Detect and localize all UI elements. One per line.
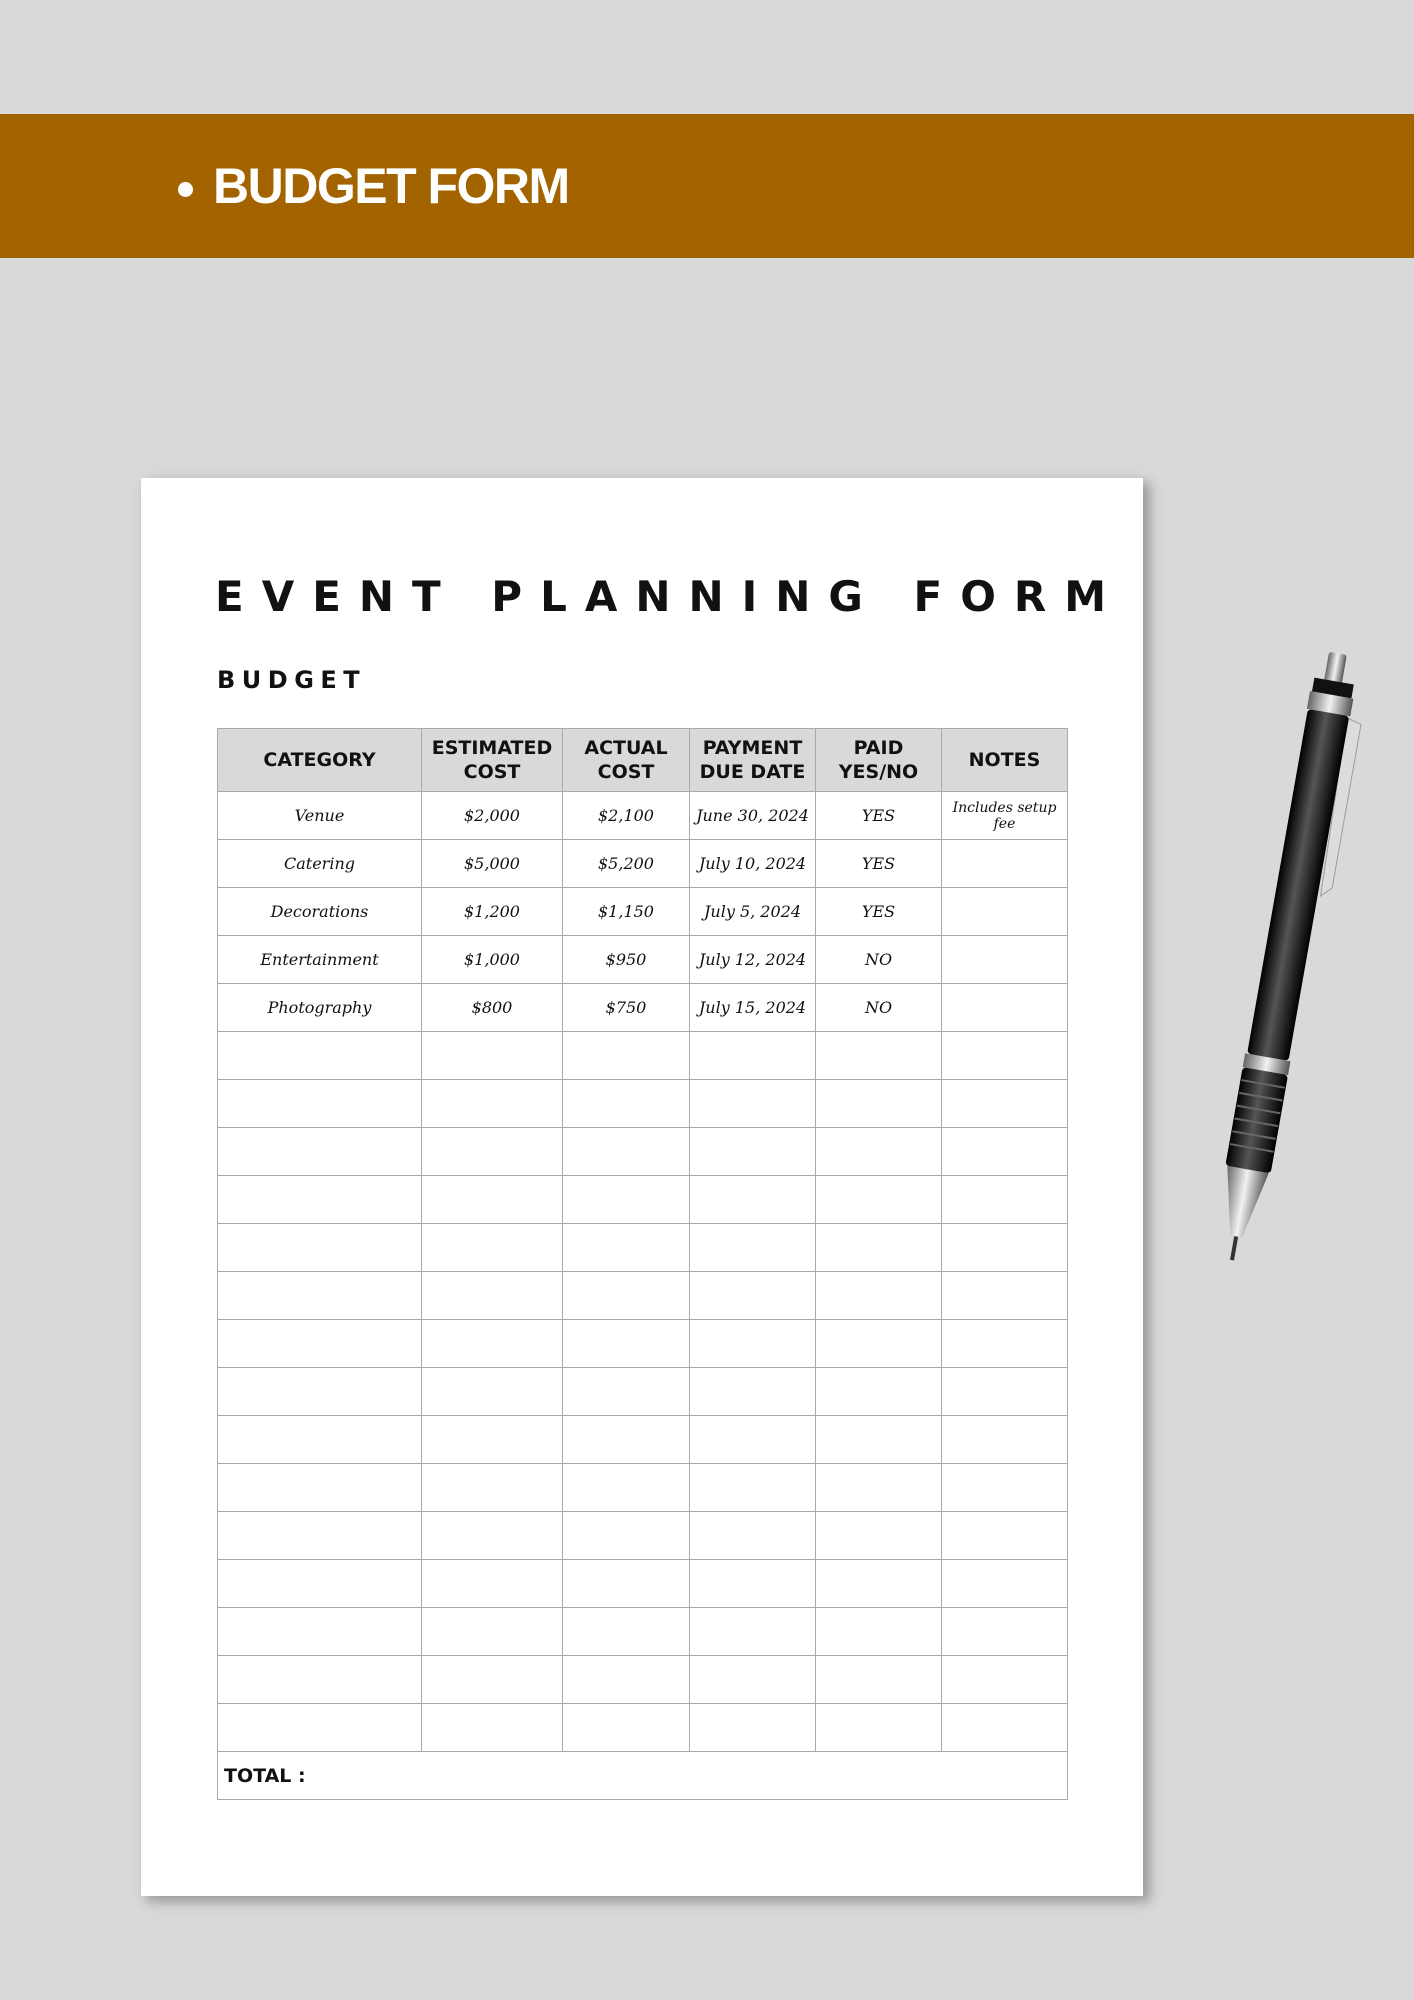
paid-cell[interactable] [816,1032,942,1080]
notes-cell[interactable]: Includes setup fee [942,792,1068,840]
empty-table-row [218,1368,1068,1416]
category-cell[interactable]: Decorations [218,888,422,936]
bullet-icon [178,182,193,197]
category-cell[interactable] [218,1656,422,1704]
empty-table-row [218,1608,1068,1656]
form-title: EVENT PLANNING FORM [215,572,1125,621]
budget-table [217,728,1068,1800]
category-cell[interactable] [218,1272,422,1320]
pen-icon [1190,640,1370,1290]
paid-cell[interactable] [816,1080,942,1128]
paid-cell[interactable] [816,1128,942,1176]
estimated-cost-cell[interactable] [422,1512,563,1560]
payment-due-date-cell[interactable] [690,1080,816,1128]
empty-table-row [218,1176,1068,1224]
category-cell[interactable] [218,1512,422,1560]
payment-due-date-cell[interactable] [690,1416,816,1464]
notes-cell[interactable] [942,1224,1068,1272]
estimated-cost-cell[interactable]: $1,000 [422,936,563,984]
empty-table-row [218,1128,1068,1176]
actual-cost-cell[interactable] [563,1128,690,1176]
estimated-cost-cell[interactable] [422,1176,563,1224]
banner-title-text: BUDGET FORM [213,158,569,214]
category-cell[interactable] [218,1176,422,1224]
table-row [218,984,1068,1032]
paid-cell[interactable]: YES [816,840,942,888]
actual-cost-cell[interactable] [563,1704,690,1752]
empty-table-row [218,1416,1068,1464]
table-row [218,936,1068,984]
actual-cost-cell[interactable] [563,1512,690,1560]
paid-cell[interactable] [816,1656,942,1704]
actual-cost-cell[interactable] [563,1560,690,1608]
payment-due-date-cell[interactable] [690,1656,816,1704]
payment-due-date-cell[interactable]: June 30, 2024 [690,792,816,840]
estimated-cost-cell[interactable] [422,1224,563,1272]
paid-cell[interactable]: NO [816,984,942,1032]
category-cell[interactable]: Venue [218,792,422,840]
budget-table-body [218,792,1068,1800]
payment-due-date-cell[interactable] [690,1464,816,1512]
empty-table-row [218,1080,1068,1128]
actual-cost-cell[interactable] [563,1656,690,1704]
notes-cell[interactable] [942,1464,1068,1512]
paid-cell[interactable]: YES [816,888,942,936]
empty-table-row [218,1032,1068,1080]
table-row [218,888,1068,936]
paid-cell[interactable] [816,1560,942,1608]
actual-cost-cell[interactable]: $950 [563,936,690,984]
notes-cell[interactable] [942,1320,1068,1368]
category-cell[interactable] [218,1704,422,1752]
paid-cell[interactable] [816,1272,942,1320]
paid-cell[interactable] [816,1512,942,1560]
estimated-cost-cell[interactable] [422,1080,563,1128]
empty-table-row [218,1560,1068,1608]
empty-table-row [218,1656,1068,1704]
table-header-row [218,729,1068,792]
estimated-cost-cell[interactable] [422,1272,563,1320]
estimated-cost-cell[interactable] [422,1464,563,1512]
empty-table-row [218,1320,1068,1368]
category-cell[interactable] [218,1224,422,1272]
column-header-paid: PAID YES/NO [816,729,942,792]
payment-due-date-cell[interactable]: July 10, 2024 [690,840,816,888]
notes-cell[interactable] [942,1656,1068,1704]
actual-cost-cell[interactable] [563,1608,690,1656]
estimated-cost-cell[interactable]: $800 [422,984,563,1032]
estimated-cost-cell[interactable] [422,1656,563,1704]
category-cell[interactable] [218,1608,422,1656]
table-row [218,792,1068,840]
empty-table-row [218,1224,1068,1272]
category-cell[interactable] [218,1320,422,1368]
notes-cell[interactable] [942,1368,1068,1416]
category-cell[interactable] [218,1128,422,1176]
payment-due-date-cell[interactable]: July 5, 2024 [690,888,816,936]
category-cell[interactable] [218,1368,422,1416]
payment-due-date-cell[interactable] [690,1272,816,1320]
banner-title [178,114,569,258]
estimated-cost-cell[interactable]: $1,200 [422,888,563,936]
estimated-cost-cell[interactable] [422,1560,563,1608]
category-cell[interactable] [218,1032,422,1080]
payment-due-date-cell[interactable] [690,1560,816,1608]
paid-cell[interactable] [816,1704,942,1752]
empty-table-row [218,1272,1068,1320]
estimated-cost-cell[interactable] [422,1416,563,1464]
column-header-actual-cost: ACTUAL COST [563,729,690,792]
actual-cost-cell[interactable]: $750 [563,984,690,1032]
column-header-payment-due-date: PAYMENT DUE DATE [690,729,816,792]
paid-cell[interactable]: NO [816,936,942,984]
paid-cell[interactable] [816,1464,942,1512]
notes-cell[interactable] [942,984,1068,1032]
payment-due-date-cell[interactable]: July 12, 2024 [690,936,816,984]
actual-cost-cell[interactable] [563,1032,690,1080]
form-paper [141,478,1143,1896]
payment-due-date-cell[interactable]: July 15, 2024 [690,984,816,1032]
paid-cell[interactable] [816,1320,942,1368]
notes-cell[interactable] [942,1272,1068,1320]
category-cell[interactable] [218,1560,422,1608]
notes-cell[interactable] [942,936,1068,984]
column-header-category: CATEGORY [218,729,422,792]
estimated-cost-cell[interactable] [422,1128,563,1176]
empty-table-row [218,1704,1068,1752]
paid-cell[interactable]: YES [816,792,942,840]
total-row [218,1752,1068,1800]
notes-cell[interactable] [942,1416,1068,1464]
estimated-cost-cell[interactable]: $2,000 [422,792,563,840]
actual-cost-cell[interactable] [563,1176,690,1224]
total-label[interactable]: TOTAL : [218,1752,1068,1800]
notes-cell[interactable] [942,840,1068,888]
column-header-notes: NOTES [942,729,1068,792]
notes-cell[interactable] [942,1080,1068,1128]
payment-due-date-cell[interactable] [690,1512,816,1560]
notes-cell[interactable] [942,1128,1068,1176]
actual-cost-cell[interactable]: $5,200 [563,840,690,888]
category-cell[interactable] [218,1464,422,1512]
paid-cell[interactable] [816,1368,942,1416]
estimated-cost-cell[interactable] [422,1320,563,1368]
estimated-cost-cell[interactable] [422,1368,563,1416]
actual-cost-cell[interactable] [563,1416,690,1464]
actual-cost-cell[interactable] [563,1368,690,1416]
category-cell[interactable]: Photography [218,984,422,1032]
payment-due-date-cell[interactable] [690,1368,816,1416]
actual-cost-cell[interactable] [563,1272,690,1320]
estimated-cost-cell[interactable] [422,1704,563,1752]
actual-cost-cell[interactable] [563,1080,690,1128]
empty-table-row [218,1512,1068,1560]
estimated-cost-cell[interactable] [422,1032,563,1080]
payment-due-date-cell[interactable] [690,1608,816,1656]
paid-cell[interactable] [816,1416,942,1464]
actual-cost-cell[interactable]: $1,150 [563,888,690,936]
paid-cell[interactable] [816,1608,942,1656]
empty-table-row [218,1464,1068,1512]
category-cell[interactable] [218,1416,422,1464]
payment-due-date-cell[interactable] [690,1176,816,1224]
notes-cell[interactable] [942,1560,1068,1608]
category-cell[interactable]: Catering [218,840,422,888]
header-banner [0,114,1414,258]
estimated-cost-cell[interactable]: $5,000 [422,840,563,888]
paid-cell[interactable] [816,1176,942,1224]
payment-due-date-cell[interactable] [690,1128,816,1176]
actual-cost-cell[interactable] [563,1320,690,1368]
table-row [218,840,1068,888]
notes-cell[interactable] [942,888,1068,936]
payment-due-date-cell[interactable] [690,1320,816,1368]
actual-cost-cell[interactable] [563,1464,690,1512]
column-header-estimated-cost: ESTIMATED COST [422,729,563,792]
estimated-cost-cell[interactable] [422,1608,563,1656]
payment-due-date-cell[interactable] [690,1224,816,1272]
actual-cost-cell[interactable] [563,1224,690,1272]
notes-cell[interactable] [942,1608,1068,1656]
payment-due-date-cell[interactable] [690,1704,816,1752]
section-title: BUDGET [217,666,367,694]
notes-cell[interactable] [942,1512,1068,1560]
actual-cost-cell[interactable]: $2,100 [563,792,690,840]
notes-cell[interactable] [942,1704,1068,1752]
notes-cell[interactable] [942,1032,1068,1080]
payment-due-date-cell[interactable] [690,1032,816,1080]
notes-cell[interactable] [942,1176,1068,1224]
category-cell[interactable] [218,1080,422,1128]
paid-cell[interactable] [816,1224,942,1272]
category-cell[interactable]: Entertainment [218,936,422,984]
